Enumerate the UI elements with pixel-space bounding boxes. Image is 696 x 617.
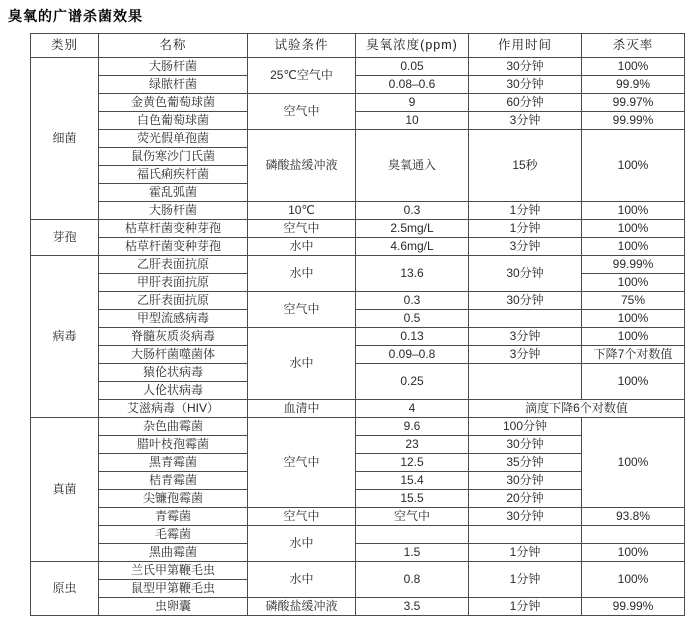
table-cell: 枯草杆菌变种芽孢	[99, 238, 248, 256]
table-cell: 霍乱弧菌	[99, 184, 248, 202]
table-cell: 枯草杆菌变种芽孢	[99, 220, 248, 238]
table-cell: 30分钟	[469, 436, 582, 454]
table-cell: 100%	[582, 238, 685, 256]
table-cell: 1分钟	[469, 562, 582, 598]
column-header-4: 作用时间	[469, 34, 582, 58]
table-cell: 空气中	[248, 94, 356, 130]
table-row	[31, 418, 685, 436]
table-cell: 0.13	[356, 328, 469, 346]
table-cell: 10	[356, 112, 469, 130]
table-row	[31, 292, 685, 310]
table-cell: 大肠杆菌	[99, 202, 248, 220]
table-cell: 100%	[582, 328, 685, 346]
table-cell: 臭氧通入	[356, 130, 469, 202]
table-cell: 桔青霉菌	[99, 472, 248, 490]
table-cell: 大肠杆菌	[99, 58, 248, 76]
table-cell: 12.5	[356, 454, 469, 472]
table-cell	[356, 526, 469, 544]
table-cell	[469, 364, 582, 400]
table-row	[31, 328, 685, 346]
table-cell: 磷酸盐缓冲液	[248, 130, 356, 202]
table-cell: 60分钟	[469, 94, 582, 112]
table-cell: 磷酸盐缓冲液	[248, 598, 356, 616]
table-cell: 虫卵囊	[99, 598, 248, 616]
table-cell: 0.8	[356, 562, 469, 598]
table-cell: 原虫	[31, 562, 99, 616]
table-cell: 4.6mg/L	[356, 238, 469, 256]
table-cell: 0.3	[356, 202, 469, 220]
table-cell: 福氏痢疾杆菌	[99, 166, 248, 184]
table-cell: 青霉菌	[99, 508, 248, 526]
table-row	[31, 94, 685, 112]
table-cell: 0.3	[356, 292, 469, 310]
page-title: 臭氧的广谱杀菌效果	[8, 8, 143, 24]
table-header-row	[31, 34, 685, 58]
table-cell: 1分钟	[469, 598, 582, 616]
table-cell: 1分钟	[469, 202, 582, 220]
table-cell: 0.5	[356, 310, 469, 328]
table-row	[31, 346, 685, 364]
table-row	[31, 364, 685, 382]
table-body	[31, 58, 685, 616]
column-header-3: 臭氧浓度(ppm)	[356, 34, 469, 58]
table-cell: 30分钟	[469, 256, 582, 292]
table-row	[31, 130, 685, 148]
table-cell: 空气中	[248, 418, 356, 508]
table-cell: 35分钟	[469, 454, 582, 472]
table-row	[31, 256, 685, 274]
table-cell: 水中	[248, 526, 356, 562]
table-cell: 3.5	[356, 598, 469, 616]
table-row	[31, 58, 685, 76]
table-cell: 9.6	[356, 418, 469, 436]
table-cell: 2.5mg/L	[356, 220, 469, 238]
table-cell: 100%	[582, 418, 685, 508]
table-cell: 水中	[248, 238, 356, 256]
table-cell: 鼠型甲第鞭毛虫	[99, 580, 248, 598]
table-cell: 25℃空气中	[248, 58, 356, 94]
table-cell	[469, 526, 582, 544]
table-cell: 空气中	[356, 508, 469, 526]
table-cell: 99.9%	[582, 76, 685, 94]
table-row	[31, 238, 685, 256]
table-cell: 大肠杆菌噬菌体	[99, 346, 248, 364]
table-cell: 水中	[248, 256, 356, 292]
table-cell: 0.09–0.8	[356, 346, 469, 364]
table-cell: 15.4	[356, 472, 469, 490]
table-cell: 30分钟	[469, 292, 582, 310]
table-cell: 30分钟	[469, 58, 582, 76]
table-cell: 腊叶枝孢霉菌	[99, 436, 248, 454]
table-cell: 100%	[582, 544, 685, 562]
table-cell: 15秒	[469, 130, 582, 202]
table-cell: 0.05	[356, 58, 469, 76]
table-cell: 100%	[582, 562, 685, 598]
table-cell: 100%	[582, 220, 685, 238]
table-cell: 黑曲霉菌	[99, 544, 248, 562]
table-cell: 毛霉菌	[99, 526, 248, 544]
table-cell: 3分钟	[469, 346, 582, 364]
table-cell: 0.08–0.6	[356, 76, 469, 94]
table-cell: 100分钟	[469, 418, 582, 436]
table-cell: 100%	[582, 274, 685, 292]
table-cell: 1.5	[356, 544, 469, 562]
table-cell: 空气中	[248, 508, 356, 526]
table-cell: 空气中	[248, 292, 356, 328]
table-cell: 乙肝表面抗原	[99, 292, 248, 310]
table-cell: 艾滋病毒（HIV）	[99, 400, 248, 418]
table-cell: 血清中	[248, 400, 356, 418]
column-header-2: 试验条件	[248, 34, 356, 58]
table-cell: 30分钟	[469, 508, 582, 526]
table-cell: 病毒	[31, 256, 99, 418]
table-cell: 99.99%	[582, 598, 685, 616]
table-cell: 下降7个对数值	[582, 346, 685, 364]
table-cell: 水中	[248, 328, 356, 400]
table-cell: 芽孢	[31, 220, 99, 256]
column-header-5: 杀灭率	[582, 34, 685, 58]
table-cell: 人伦状病毒	[99, 382, 248, 400]
table-row	[31, 400, 685, 418]
table-cell: 23	[356, 436, 469, 454]
table-cell: 猿伦状病毒	[99, 364, 248, 382]
table-cell: 水中	[248, 562, 356, 598]
table-cell: 99.97%	[582, 94, 685, 112]
table-cell: 15.5	[356, 490, 469, 508]
table-row	[31, 526, 685, 544]
table-row	[31, 310, 685, 328]
table-cell: 100%	[582, 364, 685, 400]
table-row	[31, 508, 685, 526]
table-cell: 黑青霉菌	[99, 454, 248, 472]
table-cell: 1分钟	[469, 544, 582, 562]
table-cell: 空气中	[248, 220, 356, 238]
table-cell: 尖镰孢霉菌	[99, 490, 248, 508]
table-cell: 99.99%	[582, 112, 685, 130]
table-cell	[582, 526, 685, 544]
table-cell: 3分钟	[469, 328, 582, 346]
table-cell: 93.8%	[582, 508, 685, 526]
table-header	[31, 34, 685, 58]
table-cell: 1分钟	[469, 220, 582, 238]
column-header-0: 类别	[31, 34, 99, 58]
sterilization-table	[30, 33, 685, 616]
table-cell: 100%	[582, 310, 685, 328]
table-row	[31, 220, 685, 238]
table-cell: 10℃	[248, 202, 356, 220]
table-cell: 细菌	[31, 58, 99, 220]
table-cell: 3分钟	[469, 112, 582, 130]
table-cell: 3分钟	[469, 238, 582, 256]
table-cell: 脊髓灰质炎病毒	[99, 328, 248, 346]
table-row	[31, 112, 685, 130]
table-cell: 0.25	[356, 364, 469, 400]
table-cell: 75%	[582, 292, 685, 310]
table-cell: 金黄色葡萄球菌	[99, 94, 248, 112]
table-row	[31, 562, 685, 580]
table-cell: 13.6	[356, 256, 469, 292]
table-cell: 兰氏甲第鞭毛虫	[99, 562, 248, 580]
table-cell: 甲型流感病毒	[99, 310, 248, 328]
table-cell: 杂色曲霉菌	[99, 418, 248, 436]
table-cell: 100%	[582, 130, 685, 202]
table-cell: 99.99%	[582, 256, 685, 274]
table-cell: 乙肝表面抗原	[99, 256, 248, 274]
table-cell	[469, 310, 582, 328]
table-cell: 滴度下降6个对数值	[469, 400, 685, 418]
table-cell: 白色葡萄球菌	[99, 112, 248, 130]
table-row	[31, 76, 685, 94]
table-row	[31, 202, 685, 220]
table-cell: 荧光假单孢菌	[99, 130, 248, 148]
table-row	[31, 598, 685, 616]
table-cell: 30分钟	[469, 472, 582, 490]
table-cell: 绿脓杆菌	[99, 76, 248, 94]
table-cell: 9	[356, 94, 469, 112]
table-cell: 100%	[582, 58, 685, 76]
table-cell: 20分钟	[469, 490, 582, 508]
column-header-1: 名称	[99, 34, 248, 58]
table-cell: 30分钟	[469, 76, 582, 94]
table-row	[31, 544, 685, 562]
table-cell: 鼠伤寒沙门氏菌	[99, 148, 248, 166]
table-cell: 甲肝表面抗原	[99, 274, 248, 292]
table-cell: 4	[356, 400, 469, 418]
table-cell: 真菌	[31, 418, 99, 562]
table-cell: 100%	[582, 202, 685, 220]
